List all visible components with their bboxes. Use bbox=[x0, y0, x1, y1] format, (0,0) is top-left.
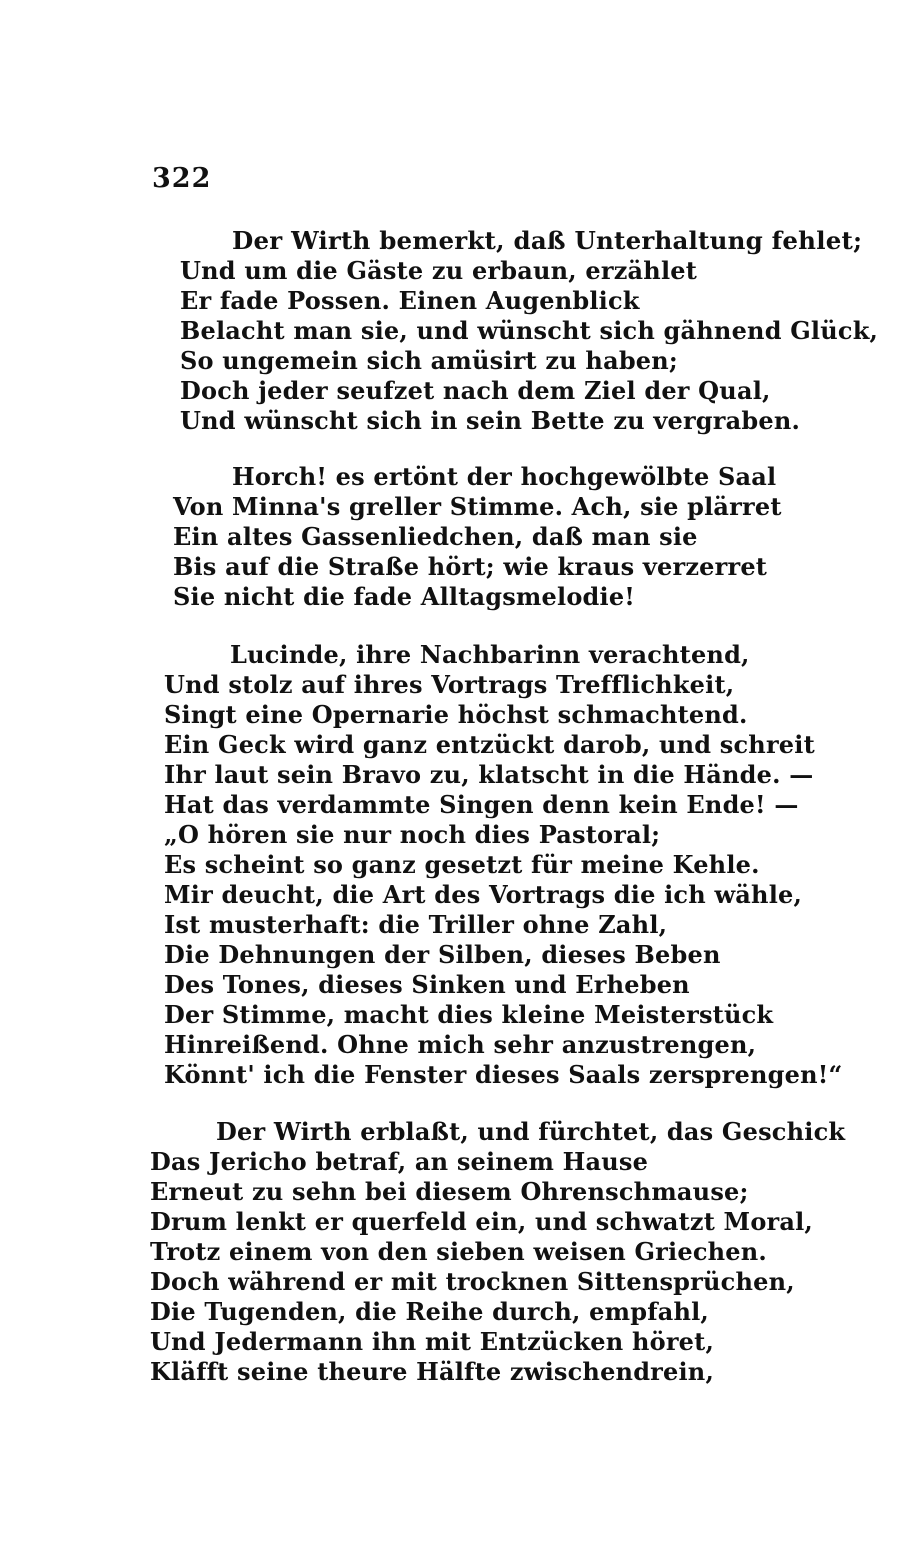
verse-line: So ungemein sich amüsirt zu haben; bbox=[180, 346, 678, 375]
verse-line: Ist musterhaft: die Triller ohne Zahl, bbox=[164, 910, 668, 939]
verse-line: Des Tones, dieses Sinken und Erheben bbox=[164, 970, 690, 999]
verse-line: Das Jericho betraf, an seinem Hause bbox=[150, 1147, 649, 1176]
verse-line: Ein altes Gassenliedchen, daß man sie bbox=[173, 522, 698, 551]
verse-line: Belacht man sie, und wünscht sich gähnend Glück, bbox=[180, 316, 879, 345]
verse-line: Und Jedermann ihn mit Entzücken höret, bbox=[150, 1327, 714, 1356]
verse-line: Doch während er mit trocknen Sittensprüchen, bbox=[150, 1267, 795, 1296]
verse-line: Es scheint so ganz gesetzt für meine Kehle. bbox=[164, 850, 760, 879]
verse-line: Der Stimme, macht dies kleine Meisterstück bbox=[164, 1000, 774, 1029]
verse-line: Erneut zu sehn bei diesem Ohrenschmause; bbox=[150, 1177, 749, 1206]
verse-line: Doch jeder seufzet nach dem Ziel der Qual, bbox=[180, 376, 771, 405]
verse-line: „O hören sie nur noch dies Pastoral; bbox=[164, 820, 661, 849]
page-number: 322 bbox=[152, 163, 212, 194]
verse-line: Kläfft seine theure Hälfte zwischendrein, bbox=[150, 1357, 715, 1386]
verse-line: Der Wirth erblaßt, und fürchtet, das Geschick bbox=[216, 1117, 846, 1146]
verse-line: Die Dehnungen der Silben, dieses Beben bbox=[164, 940, 721, 969]
verse-line: Lucinde, ihre Nachbarinn verachtend, bbox=[230, 640, 750, 669]
verse-line: Der Wirth bemerkt, daß Unterhaltung fehlet; bbox=[232, 226, 863, 255]
verse-line: Hat das verdammte Singen denn kein Ende! — bbox=[164, 790, 799, 819]
verse-line: Trotz einem von den sieben weisen Griechen. bbox=[150, 1237, 767, 1266]
verse-line: Singt eine Opernarie höchst schmachtend. bbox=[164, 700, 748, 729]
verse-line: Hinreißend. Ohne mich sehr anzustrengen, bbox=[164, 1030, 757, 1059]
verse-line: Drum lenkt er querfeld ein, und schwatzt Moral, bbox=[150, 1207, 813, 1236]
verse-line: Horch! es ertönt der hochgewölbte Saal bbox=[232, 462, 777, 491]
verse-line: Ihr laut sein Bravo zu, klatscht in die Hände. — bbox=[164, 760, 814, 789]
verse-line: Und um die Gäste zu erbaun, erzählet bbox=[180, 256, 698, 285]
verse-line: Und stolz auf ihres Vortrags Trefflichkeit, bbox=[164, 670, 735, 699]
verse-line: Ein Geck wird ganz entzückt darob, und schreit bbox=[164, 730, 815, 759]
verse-line: Mir deucht, die Art des Vortrags die ich wähle, bbox=[164, 880, 803, 909]
verse-line: Die Tugenden, die Reihe durch, empfahl, bbox=[150, 1297, 709, 1326]
verse-line: Bis auf die Straße hört; wie kraus verzerret bbox=[173, 552, 768, 581]
verse-line: Und wünscht sich in sein Bette zu vergraben. bbox=[180, 406, 801, 435]
verse-line: Sie nicht die fade Alltagsmelodie! bbox=[173, 582, 636, 611]
verse-line: Von Minna's greller Stimme. Ach, sie plärret bbox=[173, 492, 782, 521]
verse-line: Könnt' ich die Fenster dieses Saals zersprengen!“ bbox=[164, 1060, 843, 1089]
verse-line: Er fade Possen. Einen Augenblick bbox=[180, 286, 640, 315]
